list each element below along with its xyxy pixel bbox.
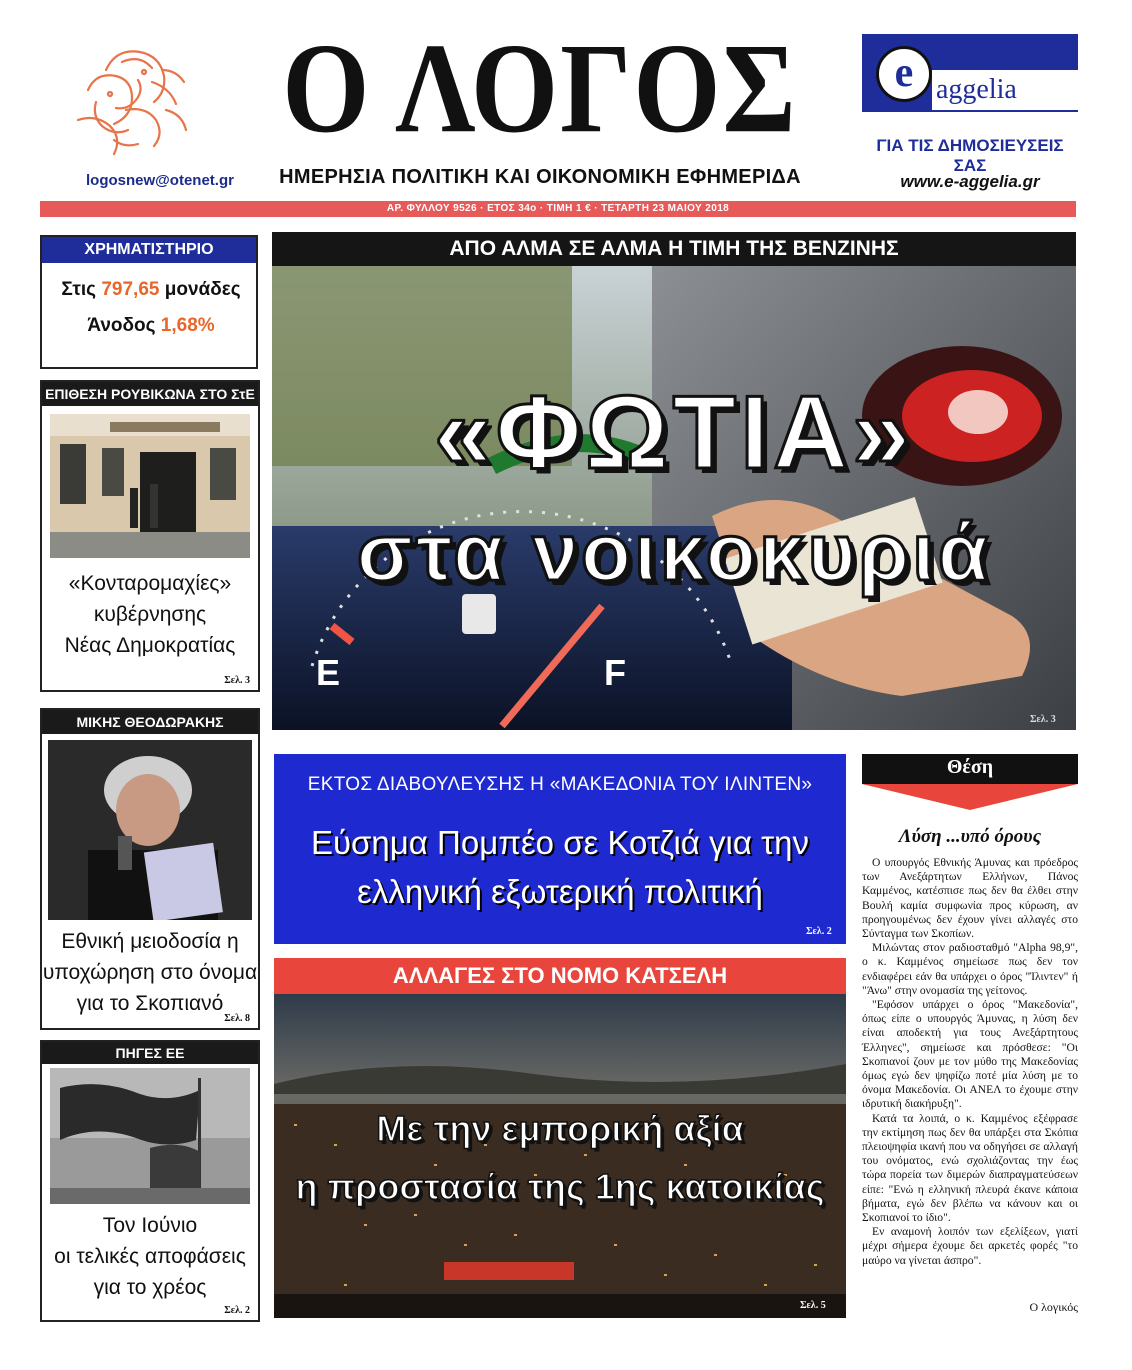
side-story-3-caption: Τον Ιούνιο οι τελικές αποφάσεις για το χρέος	[54, 1214, 246, 1299]
side-story-2-header: ΜΙΚΗΣ ΘΕΟΔΩΡΑΚΗΣ	[42, 710, 258, 734]
theodorakis-photo	[48, 740, 252, 920]
side-story-2-caption: Εθνική μειοδοσία η υποχώρηση στο όνομα για το Σκοπιανό	[42, 930, 258, 1015]
eu-flags-photo	[50, 1068, 250, 1204]
lead-headline-line1[interactable]: «ΦΩΤΙΑ»	[434, 375, 914, 491]
side-story-3-page: Σελ. 2	[224, 1305, 250, 1316]
side-story-2-page: Σελ. 8	[224, 1013, 250, 1024]
second-story-page: Σελ. 2	[806, 926, 832, 937]
gauge-empty-label: E	[316, 652, 341, 693]
stock-index-line: Στις 797,65 μονάδες	[61, 279, 241, 300]
opinion-title[interactable]: Λύση ...υπό όρους	[898, 826, 1042, 847]
eaggelia-logo-icon: e	[876, 46, 932, 102]
lead-story-page: Σελ. 3	[1030, 714, 1056, 725]
side-story-3-header: ΠΗΓΕΣ ΕΕ	[42, 1042, 258, 1064]
lead-story-header: ΑΠΟ ΑΛΜΑ ΣΕ ΑΛΜΑ Η ΤΙΜΗ ΤΗΣ ΒΕΝΖΙΝΗΣ	[272, 232, 1076, 266]
side-story-1-header: ΕΠΙΘΕΣΗ ΡΟΥΒΙΚΩΝΑ ΣΤΟ ΣτΕ	[42, 382, 258, 406]
second-story-title[interactable]: Εύσημα Πομπέο σε Κοτζιά για την ελληνική εξωτερική πολιτική	[310, 824, 810, 910]
side-story-3[interactable]	[40, 1040, 260, 1322]
newspaper-subtitle: ΗΜΕΡΗΣΙΑ ΠΟΛΙΤΙΚΗ ΚΑΙ ΟΙΚΟΝΟΜΙΚΗ ΕΦΗΜΕΡΙΔΑ	[279, 166, 801, 188]
stock-index-value: 797,65	[101, 279, 160, 300]
third-story-title[interactable]: Με την εμπορική αξία η προστασία της 1ης κατοικίας	[295, 1108, 825, 1207]
opinion-body: Ο υπουργός Εθνικής Άμυνας και πρόεδρος των Ανεξάρτητων Ελλήνων, Πάνος Καμμένος, κατέσπισε πως δεν θα έλθει στην Βουλή καμία συμφωνία προς κύρωση, αν προηγουμένως δεν έχουν γίνει αλλαγές στο Σύνταγμα των Σκοπίων. Μιλώντας στον ραδιοσταθμό "Alpha 98,9", ο κ. Καμμένος σημείωσε πως δεν τον ενδιαφέρει εάν θα υπάρχει ο όρος "Ίλιντεν" ή "Άνω" στην ονομασία της γείτονος. "Εφόσον υπάρχει ο όρος "Μακεδονία", όπως είπε ο υπουργός Άμυνας, η λύση δεν είναι αποδεκτή για τους Ανεξάρτητους Έλληνες", σημείωσε και πρόσθεσε: "Οι Σκοπιανοί ζουν με τον μύθο της Μακεδονίας όμως εγώ δεν ψηφίζω ποτέ μία λύση με το όνομα Μακεδονία. Οι ΑΝΕΛ το έχουμε στην ιδρυτική διακήρυξη". Κατά τα λοιπά, ο κ. Καμμένος εξέφρασε την εκτίμηση πως δεν θα υπάρξει στα Σκόπια πλειοψηφία ικανή που να οδηγήσει σε αλλαγή του ονόματος, ενώ σχολιάζοντας την έως τώρα πορεία των διμερών διαπραγματεύσεων είπε: "Ενώ η ελληνική πλευρά έκανε κάποια βήματα, εγώ δεν βλέπω να κάνουν και οι Σκοπιανοί το ίδιο". Εν αναμονή λοιπόν των εξελίξεων, γιατί μέχρι σήμερα έχουμε δει αρκετές φορές "το μαύρο να γίνεται άσπρο".	[862, 856, 1078, 1267]
stock-change-line: Άνοδος 1,68%	[87, 315, 215, 336]
fuel-pump-photo	[272, 266, 1076, 730]
court-building-photo	[50, 414, 250, 558]
side-story-1-caption: «Κονταρομαχίες» κυβέρνησης Νέας Δημοκρατίας	[64, 572, 236, 657]
side-story-1-page: Σελ. 3	[224, 675, 250, 686]
eaggelia-brand: aggelia	[936, 74, 1017, 105]
second-story-kicker: ΕΚΤΟΣ ΔΙΑΒΟΥΛΕΥΣΗΣ Η «ΜΑΚΕΔΟΝΙΑ ΤΟΥ ΙΛΙΝΤΕΝ»	[307, 774, 813, 795]
stock-change-value: 1,68%	[160, 315, 215, 336]
third-story-header: ΑΛΛΑΓΕΣ ΣΤΟ ΝΟΜΟ ΚΑΤΣΕΛΗ	[274, 958, 846, 994]
contact-email[interactable]: logosnew@otenet.gr	[86, 172, 234, 189]
newspaper-title: Ο ΛΟΓΟΣ	[282, 17, 798, 161]
third-story-page: Σελ. 5	[800, 1300, 826, 1311]
opinion-label: Θέση	[946, 756, 994, 778]
eaggelia-url[interactable]: www.e-aggelia.gr	[900, 172, 1040, 191]
stock-market-panel	[40, 235, 258, 369]
side-story-2[interactable]	[40, 708, 260, 1030]
issue-info-strip: ΑΡ. ΦΥΛΛΟΥ 9526 · ΕΤΟΣ 34ο · ΤΙΜΗ 1 € · ΤΕΤΑΡΤΗ 23 ΜΑΙΟΥ 2018	[40, 201, 1076, 217]
masthead-logo-illustration	[66, 40, 196, 165]
stock-market-header: ΧΡΗΜΑΤΙΣΤΗΡΙΟ	[42, 237, 256, 263]
opinion-signature: Ο λογικός	[1029, 1300, 1078, 1314]
gauge-full-label: F	[604, 652, 626, 693]
side-story-1[interactable]	[40, 380, 260, 692]
eaggelia-tagline: ΓΙΑ ΤΙΣ ΔΗΜΟΣΙΕΥΣΕΙΣ ΣΑΣ	[876, 136, 1064, 175]
lead-headline-line2[interactable]: στα νοικοκυριά	[356, 507, 992, 598]
